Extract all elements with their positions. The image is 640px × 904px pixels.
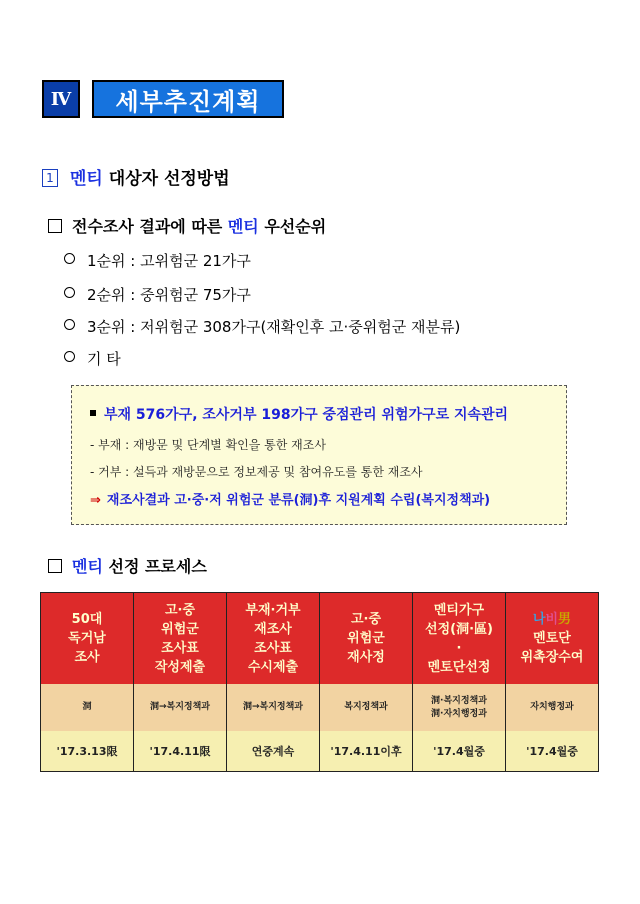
step-date: 연중계속 <box>227 731 319 771</box>
step-department: 洞 <box>41 684 133 731</box>
step-title: 고·중 위험군 재사정 <box>320 593 412 684</box>
chapter-number: Ⅳ <box>42 80 80 118</box>
note-headline <box>90 404 508 424</box>
note-line-absence: - 부재 : 재방문 및 단계별 확인을 통한 재조사 <box>90 438 326 452</box>
note-headline-text: 부재 576가구, 조사거부 198가구 중점관리 위험가구로 지속관리 <box>104 407 509 423</box>
checkbox-bullet-icon <box>48 559 62 573</box>
list-item <box>64 250 251 271</box>
step-department: 洞→복지정책과 <box>134 684 226 731</box>
subheading-suffix: 선정 프로세스 <box>102 557 207 576</box>
circle-bullet-icon <box>64 253 75 264</box>
section-heading <box>42 164 230 189</box>
note-conclusion <box>90 489 490 508</box>
process-step <box>226 592 320 772</box>
subheading-highlight: 멘티 <box>72 557 103 576</box>
step-date: '17.4월중 <box>413 731 505 771</box>
step-title: 50대 독거남 조사 <box>41 593 133 684</box>
step-department: 복지정책과 <box>320 684 412 731</box>
subheading-priority <box>48 214 326 237</box>
list-item-text: 기 타 <box>87 350 121 368</box>
process-step <box>319 592 413 772</box>
step-department: 자치행정과 <box>506 684 598 731</box>
section-title-highlight: 멘티 <box>70 169 103 189</box>
step-title: 멘토단 위촉장수여 <box>520 631 584 665</box>
subheading-suffix: 우선순위 <box>258 217 327 236</box>
step-date: '17.4.11이후 <box>320 731 412 771</box>
step-department: 洞→복지정책과 <box>227 684 319 731</box>
chapter-title: 세부추진계획 <box>92 80 284 118</box>
step-title: 부재·거부 재조사 조사표 수시제출 <box>227 593 319 684</box>
process-step <box>133 592 227 772</box>
process-step <box>40 592 134 772</box>
checkbox-bullet-icon <box>48 219 62 233</box>
step-date: '17.4월중 <box>506 731 598 771</box>
list-item-text: 1순위 : 고위험군 21가구 <box>87 252 251 270</box>
list-item-text: 3순위 : 저위험군 308가구(재확인후 고·중위험군 재분류) <box>87 318 461 336</box>
list-item <box>64 284 251 305</box>
arrow-icon: ⇒ <box>90 493 101 508</box>
list-item <box>64 348 121 369</box>
circle-bullet-icon <box>64 287 75 298</box>
circle-bullet-icon <box>64 351 75 362</box>
subheading-prefix: 전수조사 결과에 따른 <box>72 217 228 236</box>
note-conclusion-text: 재조사결과 고·중·저 위험군 분류(洞)후 지원계획 수립(복지정책과) <box>106 493 491 508</box>
process-step <box>505 592 599 772</box>
circle-bullet-icon <box>64 319 75 330</box>
subheading-process <box>48 554 207 577</box>
step-date: '17.3.13限 <box>41 731 133 771</box>
square-bullet-icon <box>90 410 96 416</box>
process-step <box>412 592 506 772</box>
note-line-refusal: - 거부 : 설득과 재방문으로 정보제공 및 참여유도를 통한 재조사 <box>90 465 423 479</box>
step-title: 고·중 위험군 조사표 작성제출 <box>134 593 226 684</box>
list-item <box>64 316 460 337</box>
step-date: '17.4.11限 <box>134 731 226 771</box>
list-item-text: 2순위 : 중위험군 75가구 <box>87 286 251 304</box>
step-title: 멘티가구 선정(洞·區) · 멘토단선정 <box>413 593 505 684</box>
subheading-highlight: 멘티 <box>227 217 259 236</box>
nabinam-logo: 나비男 <box>532 612 572 627</box>
step-title-block <box>506 593 598 684</box>
section-title-rest: 대상자 선정방법 <box>102 169 230 189</box>
section-number: 1 <box>42 169 58 187</box>
step-department: 洞·복지정책과 洞·자치행정과 <box>413 684 505 731</box>
note-box <box>71 385 567 525</box>
